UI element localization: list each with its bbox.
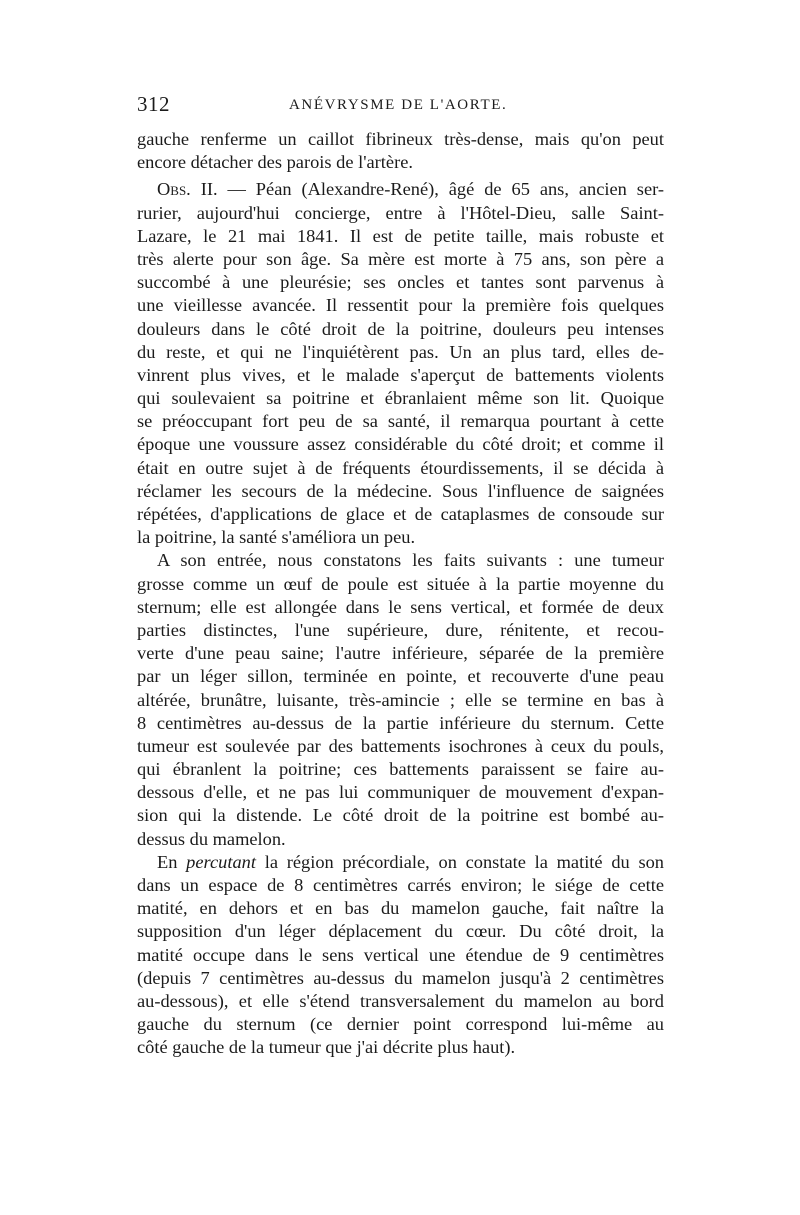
text-line: dans un espace de 8 centimètres carrés environ; le siége de cette: [137, 875, 664, 895]
text-line: grosse comme un œuf de poule est située à la partie moyenne du: [137, 573, 664, 594]
observation-heading-line: [137, 178, 664, 201]
text-line: était en outre sujet à de fréquents étourdissements, il se décida à: [137, 457, 664, 478]
body-text: [137, 128, 664, 1060]
text-line: [137, 851, 664, 874]
text-line: (depuis 7 centimètres au-dessus du mamelon jusqu'à 2 centimètres: [137, 967, 664, 988]
text-line: côté gauche de la tumeur que j'ai décrite plus haut).: [137, 1037, 516, 1058]
text-line: par un léger sillon, terminée en pointe, et recouverte d'une peau: [137, 666, 664, 687]
text-line: qui ébranlent la poitrine; ces battements paraissent se faire au-: [137, 759, 664, 780]
text-fragment: II. — Péan (Alexandre-René), âgé de 65 ans, ancien ser-: [190, 179, 664, 200]
text-line: au-dessous), et elle s'étend transversalement du mamelon au bord: [137, 990, 664, 1011]
text-line: douleurs dans le côté droit de la poitrine, douleurs peu intenses: [137, 318, 664, 339]
text-line: succombé à une pleurésie; ses oncles et tantes sont parvenus à: [137, 272, 664, 293]
running-title: ANÉVRYSME DE L'AORTE.: [289, 97, 508, 113]
text-line: parties distinctes, l'une supérieure, dure, rénitente, et recou-: [137, 619, 664, 640]
text-line: qui soulevaient sa poitrine et ébranlaient même son lit. Quoique: [137, 388, 664, 409]
text-line: rurier, aujourd'hui concierge, entre à l'Hôtel-Dieu, salle Saint-: [137, 202, 664, 223]
page-number: 312: [137, 92, 170, 116]
page-header: [137, 92, 662, 122]
text-line: gauche renferme un caillot fibrineux très-dense, mais qu'on peut: [137, 129, 664, 149]
text-line: dessus du mamelon.: [137, 828, 286, 849]
text-line: époque une voussure assez considérable du côté droit; et comme il: [137, 434, 664, 455]
text-line: répétées, d'applications de glace et de cataplasmes de consoude sur: [137, 504, 664, 524]
text-line: dessous d'elle, et ne pas lui communiquer de mouvement d'expan-: [137, 782, 664, 803]
text-fragment: En: [157, 851, 187, 872]
text-line: du reste, et qui ne l'inquiétèrent pas. Un an plus tard, elles de-: [137, 341, 664, 362]
text-line: vinrent plus vives, et le malade s'aperçut de battements violents: [137, 364, 664, 385]
text-line: supposition d'un léger déplacement du cœur. Du côté droit, la: [137, 921, 664, 942]
text-line: une vieillesse avancée. Il ressentit pour la première fois quelques: [137, 295, 664, 316]
text-line: matité occupe dans le sens vertical une étendue de 9 centimètres: [137, 944, 664, 965]
text-line: altérée, brunâtre, luisante, très-amincie ; elle se termine en bas à: [137, 689, 664, 710]
text-line: sternum; elle est allongée dans le sens vertical, et formée de deux: [137, 596, 664, 617]
text-line: matité, en dehors et en bas du mamelon gauche, fait naître la: [137, 898, 664, 919]
text-line: A son entrée, nous constatons les faits suivants : une tumeur: [157, 550, 664, 571]
text-line: Lazare, le 21 mai 1841. Il est de petite taille, mais robuste et: [137, 225, 664, 246]
text-line: très alerte pour son âge. Sa mère est morte à 75 ans, son père a: [137, 248, 664, 269]
observation-label: Obs.: [157, 179, 191, 200]
text-line: réclamer les secours de la médecine. Sous l'influence de saignées: [137, 480, 664, 501]
text-line: sion qui la distende. Le côté droit de la poitrine est bombé au-: [137, 805, 664, 826]
text-fragment: la région précordiale, on constate la matité du son: [255, 851, 664, 872]
text-line: verte d'une peau saine; l'autre inférieure, séparée de la première: [137, 643, 664, 664]
text-line: tumeur est soulevée par des battements isochrones à ceux du pouls,: [137, 735, 664, 756]
text-line: encore détacher des parois de l'artère.: [137, 152, 413, 173]
italic-word: percutant: [186, 851, 256, 872]
text-line: se préoccupant fort peu de sa santé, il remarqua pourtant à cette: [137, 411, 664, 432]
text-line: la poitrine, la santé s'améliora un peu.: [137, 527, 416, 548]
text-line: gauche du sternum (ce dernier point correspond lui-même au: [137, 1014, 664, 1035]
text-line: 8 centimètres au-dessus de la partie inférieure du sternum. Cette: [137, 712, 664, 733]
